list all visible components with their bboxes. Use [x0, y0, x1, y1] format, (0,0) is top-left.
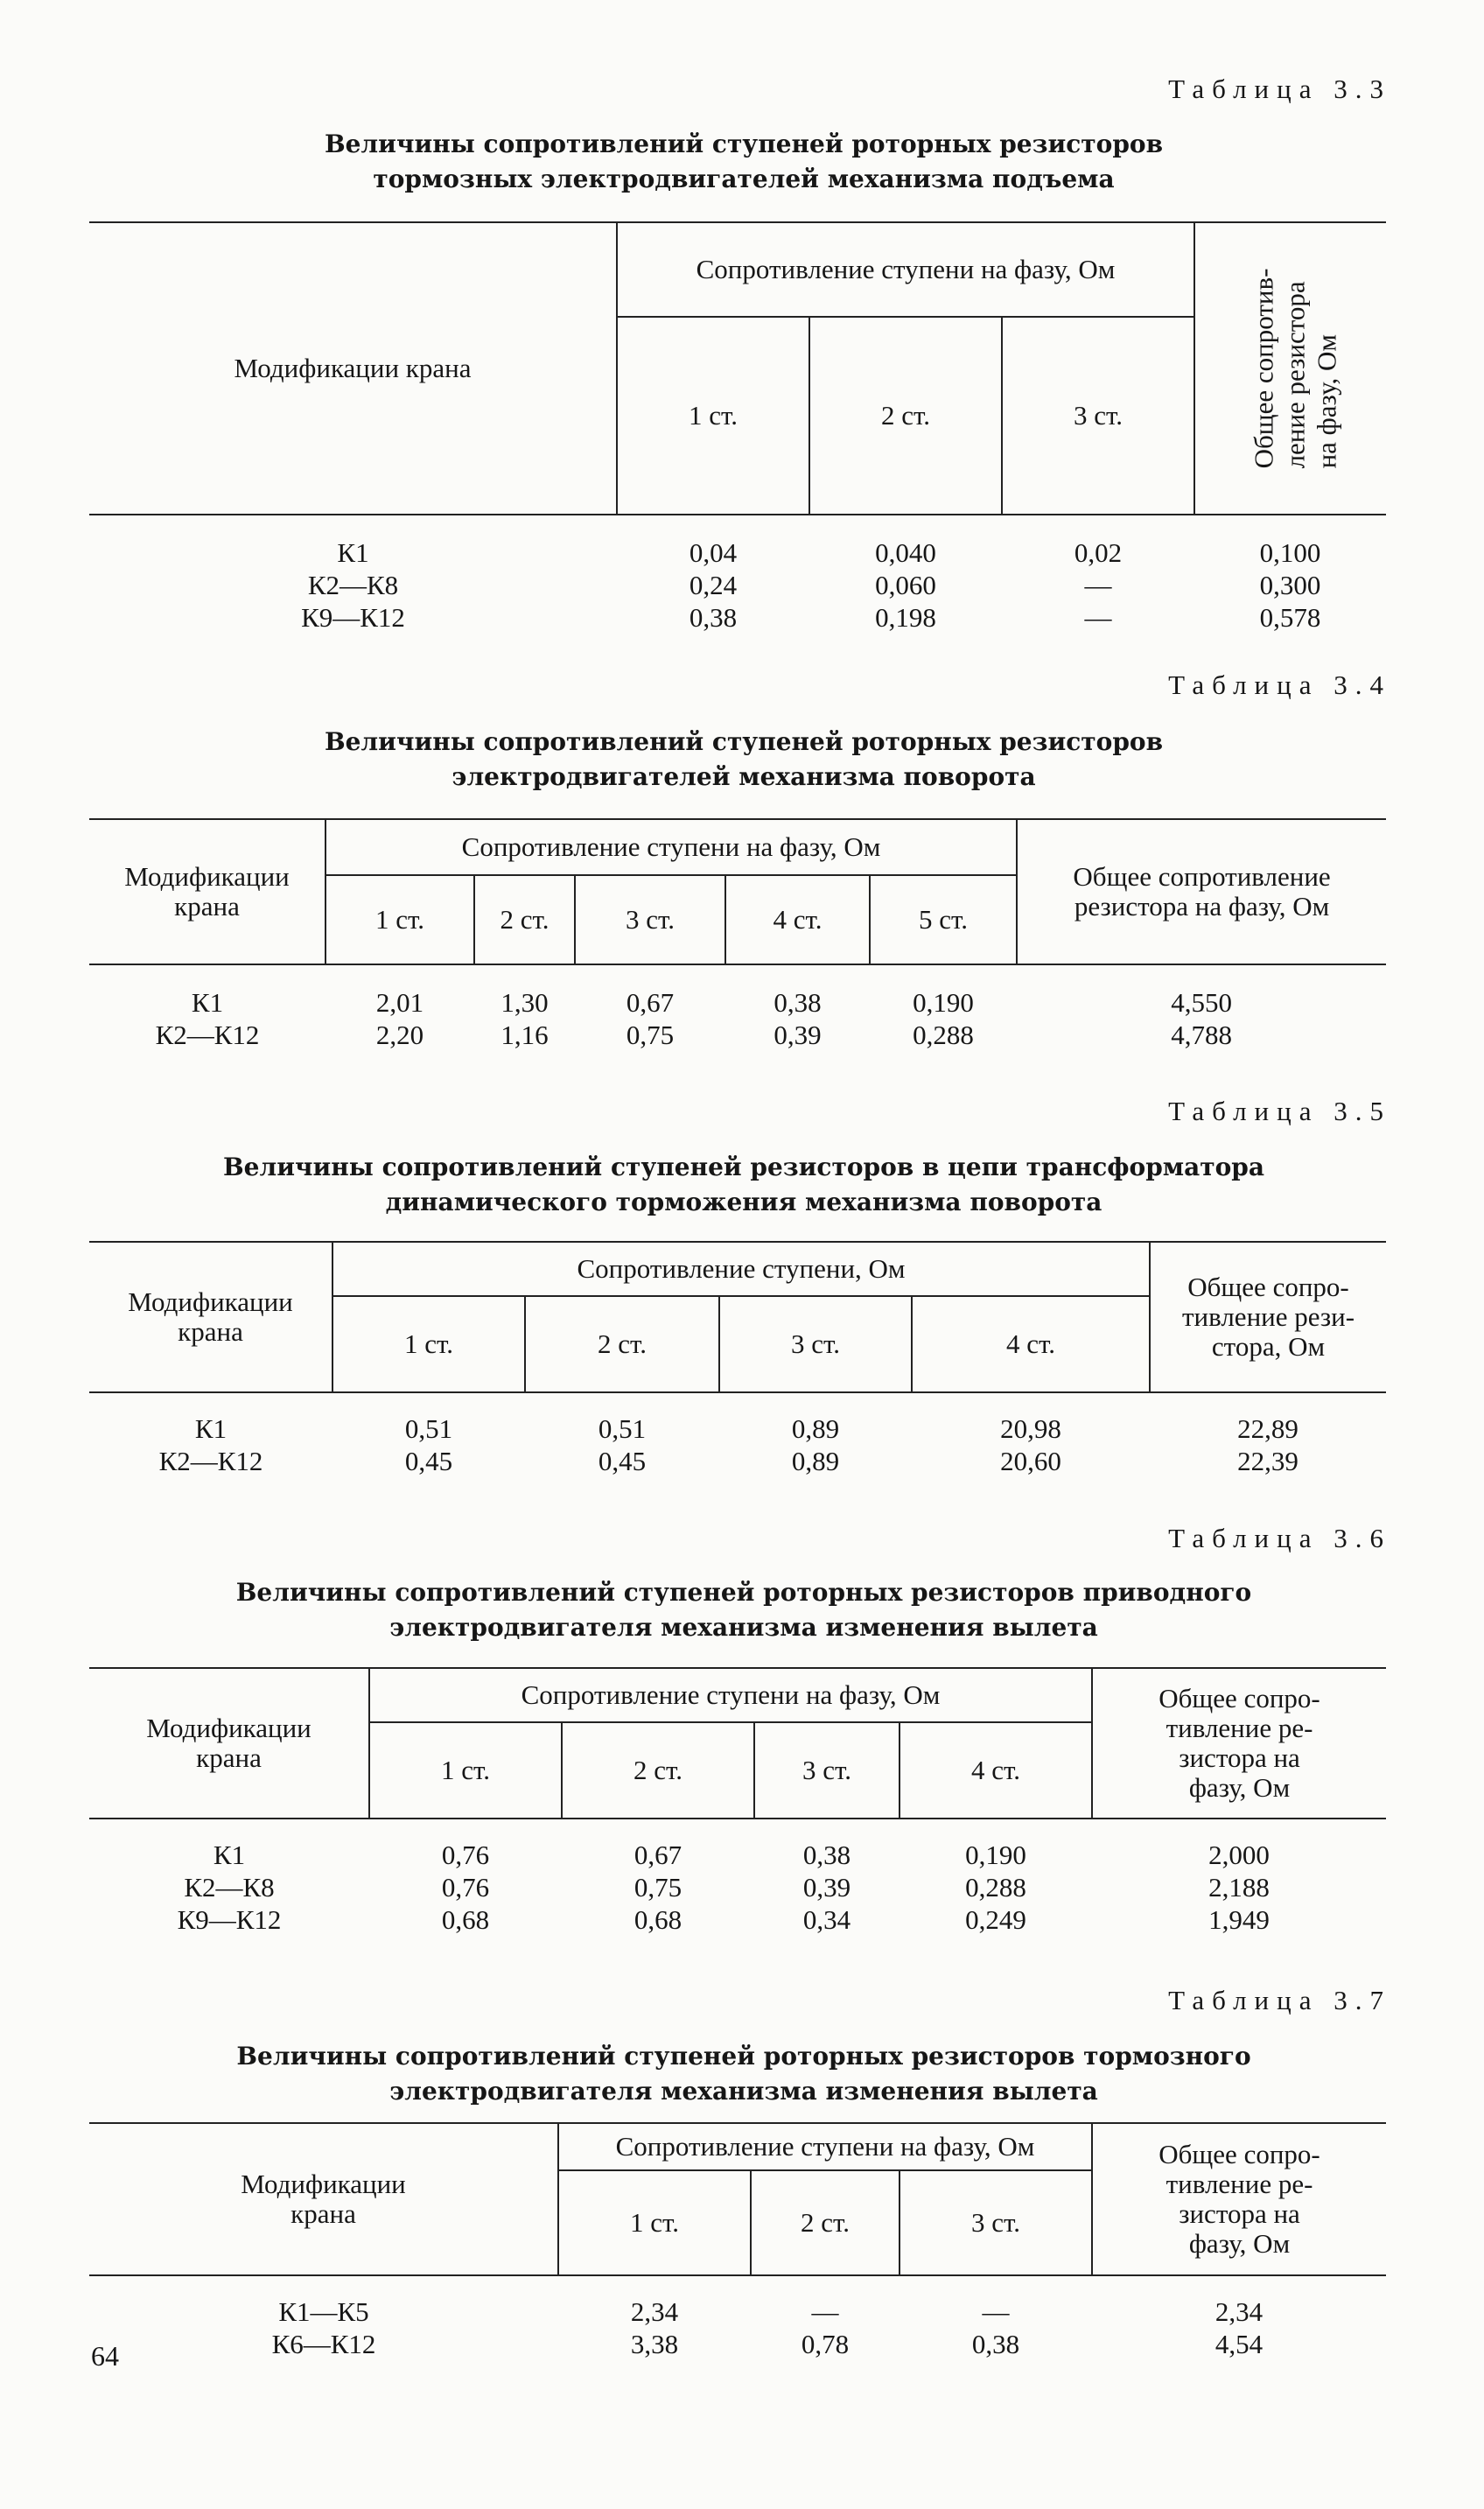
table-number: Таблица 3.4: [1168, 669, 1391, 700]
cell-value: 0,39: [774, 1020, 822, 1050]
cell-total: 0,578: [1259, 602, 1321, 633]
table-row: [89, 1019, 1386, 1051]
table-number: Таблица 3.6: [1168, 1523, 1391, 1553]
stage-header: 2 ст.: [562, 1722, 754, 1819]
cell-value: 0,38: [774, 987, 822, 1018]
stage-header: 2 ст.: [809, 317, 1002, 515]
cell-value: 1,30: [500, 987, 549, 1018]
cell-value: 0,76: [441, 1872, 490, 1903]
cell-value: 0,190: [913, 987, 974, 1018]
row-modification: К1: [337, 537, 369, 568]
stage-header: 1 ст.: [369, 1722, 562, 1819]
cell-value: 3,38: [630, 2329, 679, 2359]
row-modification: К1—К5: [278, 2296, 369, 2327]
table-row: [89, 601, 1386, 634]
cell-value: 0,190: [965, 1840, 1026, 1870]
row-modification: К9—К12: [301, 602, 405, 633]
table-title: Величины сопротивлений ступеней резисторов в цепи трансформатора динамического торможения механизма поворота: [223, 1153, 1264, 1216]
cell-value: 0,78: [801, 2329, 850, 2359]
cell-value: 0,02: [1074, 537, 1123, 568]
cell-value: 0,24: [689, 570, 738, 600]
resistance-table: [89, 1241, 1386, 1477]
cell-value: 0,249: [965, 1904, 1026, 1935]
cell-value: 2,01: [375, 987, 424, 1018]
cell-value: 0,288: [913, 1020, 974, 1050]
row-modification: К2—К8: [307, 570, 399, 600]
modification-header: Модификации крана: [89, 2123, 558, 2275]
table-row: [89, 1819, 1386, 1871]
row-modification: К1: [213, 1840, 246, 1870]
table-number: Таблица 3.3: [1168, 74, 1391, 104]
cell-value: 0,45: [598, 1446, 647, 1476]
table-title: Величины сопротивлений ступеней роторных резисторов тормозного электродвигателя механизма изменения вылета: [236, 2042, 1251, 2106]
cell-value: —: [1084, 570, 1112, 600]
table-row: [89, 1445, 1386, 1477]
stage-header: 3 ст.: [575, 875, 725, 964]
row-modification: К9—К12: [177, 1904, 282, 1935]
stage-header: 2 ст.: [474, 875, 575, 964]
cell-total: 1,949: [1208, 1904, 1270, 1935]
page-number: 64: [91, 2340, 119, 2372]
row-modification: К1: [194, 1413, 228, 1444]
row-modification: К2—К12: [155, 1020, 260, 1050]
cell-value: 0,34: [802, 1904, 851, 1935]
table-number: Таблица 3.5: [1168, 1096, 1391, 1126]
cell-value: 2,34: [630, 2296, 679, 2327]
total-header: Общее сопро- тивление ре- зистора на фазу, Ом: [1092, 2123, 1386, 2275]
cell-value: 0,198: [875, 602, 936, 633]
resistance-table: [89, 818, 1386, 1051]
total-header: Общее сопро- тивление ре- зистора на фазу, Ом: [1092, 1668, 1386, 1819]
table-row: [89, 2328, 1386, 2360]
table-row: [89, 2275, 1386, 2328]
stage-header: 1 ст.: [617, 317, 809, 515]
cell-total: 4,54: [1214, 2329, 1264, 2359]
stage-group-header: Сопротивление ступени на фазу, Ом: [326, 819, 1017, 875]
cell-value: —: [982, 2296, 1010, 2327]
cell-value: 0,040: [875, 537, 936, 568]
table-row: [89, 515, 1386, 569]
modification-header: Модификации крана: [89, 1668, 369, 1819]
total-header: Общее сопро- тивление рези- стора, Ом: [1150, 1242, 1386, 1392]
cell-total: 2,188: [1208, 1872, 1270, 1903]
cell-value: 0,75: [626, 1020, 675, 1050]
cell-total: 2,000: [1208, 1840, 1270, 1870]
cell-value: 0,38: [971, 2329, 1020, 2359]
modification-header: Модификации крана: [89, 1242, 332, 1392]
stage-group-header: Сопротивление ступени на фазу, Ом: [617, 222, 1194, 317]
stage-group-header: Сопротивление ступени на фазу, Ом: [369, 1668, 1092, 1722]
cell-value: 0,67: [626, 987, 675, 1018]
cell-total: 4,788: [1171, 1020, 1232, 1050]
stage-group-header: Сопротивление ступени, Ом: [332, 1242, 1150, 1296]
cell-value: 0,060: [875, 570, 936, 600]
cell-value: 0,51: [404, 1413, 453, 1444]
cell-value: 0,288: [965, 1872, 1026, 1903]
table-title: Величины сопротивлений ступеней роторных резисторов электродвигателей механизма поворота: [324, 727, 1164, 791]
cell-value: 0,89: [791, 1413, 840, 1444]
stage-header: 4 ст.: [912, 1296, 1150, 1392]
cell-value: 20,98: [1000, 1413, 1061, 1444]
table-row: [89, 1903, 1386, 1936]
cell-total: 4,550: [1171, 987, 1232, 1018]
cell-total: 22,39: [1237, 1446, 1298, 1476]
resistance-table: [89, 1667, 1386, 1936]
total-header: Общее сопротив- ление резистора на фазу, Ом: [1194, 222, 1386, 515]
stage-header: 3 ст.: [900, 2170, 1092, 2275]
resistance-table: [89, 2122, 1386, 2360]
cell-value: 20,60: [1000, 1446, 1061, 1476]
cell-total: 0,100: [1259, 537, 1321, 568]
modification-header: Модификации крана: [89, 819, 326, 964]
table-title: Величины сопротивлений ступеней роторных резисторов приводного электродвигателя механизма изменения вылета: [235, 1578, 1252, 1642]
table-row: [89, 1871, 1386, 1903]
cell-value: 0,38: [689, 602, 738, 633]
table-row: [89, 964, 1386, 1019]
table-row: [89, 1392, 1386, 1445]
total-header: Общее сопротивление резистора на фазу, Ом: [1017, 819, 1386, 964]
cell-total: 0,300: [1259, 570, 1321, 600]
cell-value: 0,67: [634, 1840, 682, 1870]
cell-value: 0,76: [441, 1840, 490, 1870]
table-row: [89, 569, 1386, 601]
table-title: Величины сопротивлений ступеней роторных резисторов тормозных электродвигателей механизма подъема: [324, 130, 1164, 193]
stage-header: 3 ст.: [754, 1722, 900, 1819]
stage-header: 4 ст.: [900, 1722, 1092, 1819]
table-number: Таблица 3.7: [1168, 1985, 1391, 2015]
stage-header: 1 ст.: [326, 875, 474, 964]
modification-header: Модификации крана: [89, 222, 617, 515]
stage-header: 5 ст.: [870, 875, 1017, 964]
cell-value: 0,45: [404, 1446, 453, 1476]
cell-value: —: [811, 2296, 839, 2327]
resistance-table: [89, 221, 1386, 634]
cell-total: 2,34: [1214, 2296, 1264, 2327]
row-modification: К6—К12: [271, 2329, 376, 2359]
stage-header: 4 ст.: [725, 875, 870, 964]
cell-value: 0,89: [791, 1446, 840, 1476]
row-modification: К1: [191, 987, 224, 1018]
stage-header: 2 ст.: [525, 1296, 719, 1392]
stage-header: 3 ст.: [1002, 317, 1194, 515]
cell-value: —: [1084, 602, 1112, 633]
cell-value: 0,51: [598, 1413, 647, 1444]
cell-total: 22,89: [1237, 1413, 1298, 1444]
stage-header: 2 ст.: [751, 2170, 900, 2275]
stage-header: 1 ст.: [558, 2170, 751, 2275]
stage-header: 1 ст.: [332, 1296, 525, 1392]
cell-value: 0,68: [634, 1904, 682, 1935]
cell-value: 2,20: [375, 1020, 424, 1050]
stage-header: 3 ст.: [719, 1296, 912, 1392]
cell-value: 1,16: [500, 1020, 549, 1050]
cell-value: 0,04: [689, 537, 738, 568]
stage-group-header: Сопротивление ступени на фазу, Ом: [558, 2123, 1092, 2170]
cell-value: 0,39: [802, 1872, 851, 1903]
row-modification: К2—К8: [184, 1872, 275, 1903]
cell-value: 0,75: [634, 1872, 682, 1903]
row-modification: К2—К12: [158, 1446, 263, 1476]
cell-value: 0,68: [441, 1904, 490, 1935]
cell-value: 0,38: [802, 1840, 851, 1870]
